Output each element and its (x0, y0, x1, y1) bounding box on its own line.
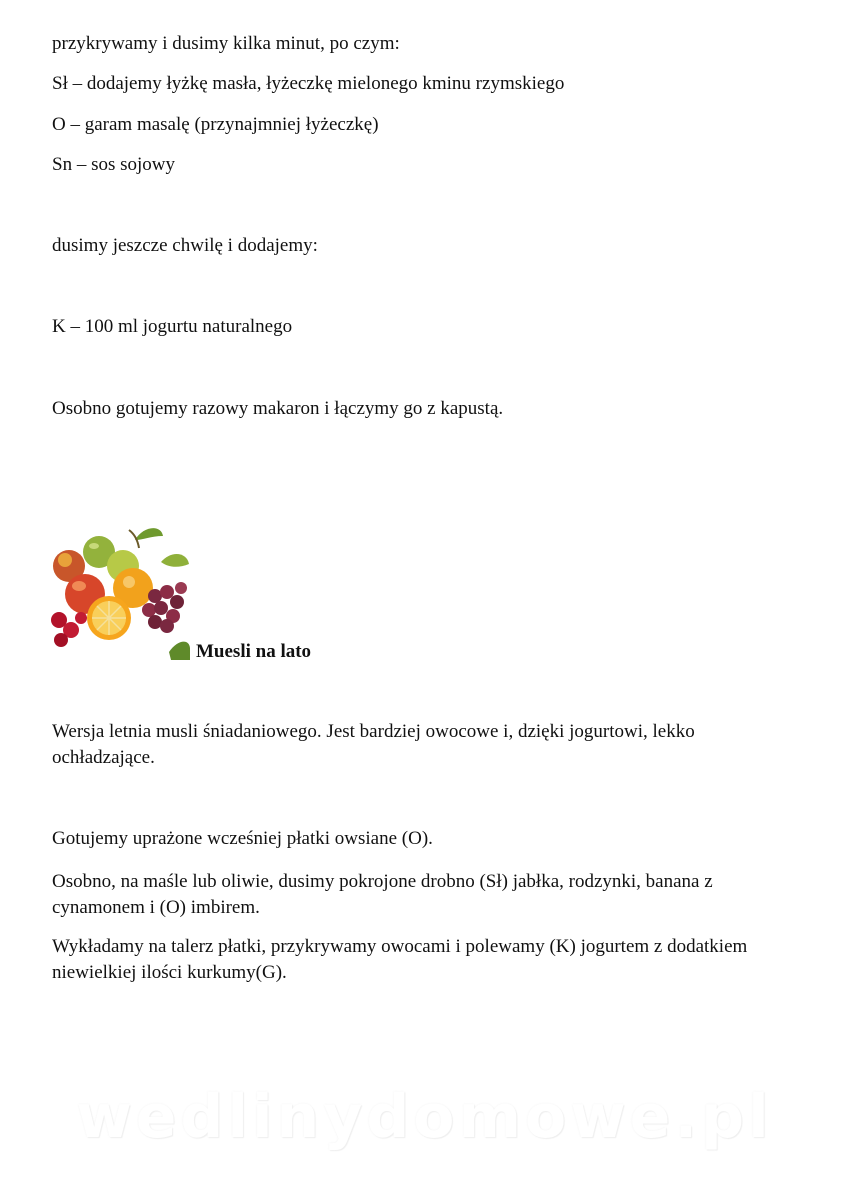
recipe-line-6: K – 100 ml jogurtu naturalnego (52, 316, 293, 337)
recipe-line-4: Sn – sos sojowy (52, 154, 175, 175)
recipe-line-3: O – garam masalę (przynajmniej łyżeczkę) (52, 114, 379, 135)
watermark: wedlinydomowe.pl (76, 1082, 773, 1152)
fruit-image (51, 522, 190, 660)
recipe-title: Muesli na lato (196, 641, 312, 662)
recipe-intro: Wersja letnia musli śniadaniowego. Jest bardziej owocowe i, dzięki jogurtowi, lekko ochładzające. (52, 721, 695, 768)
recipe-line-7: Osobno gotujemy razowy makaron i łączymy go z kapustą. (52, 398, 504, 419)
recipe-line-5: dusimy jeszcze chwilę i dodajemy: (52, 235, 318, 256)
recipe-step-2: Osobno, na maśle lub oliwie, dusimy pokrojone drobno (Sł) jabłka, rodzynki, banana z cynamonem i (O) imbirem. (52, 871, 713, 918)
recipe-line-2: Sł – dodajemy łyżkę masła, łyżeczkę mielonego kminu rzymskiego (52, 73, 565, 94)
recipe-step-3: Wykładamy na talerz płatki, przykrywamy owocami i polewamy (K) jogurtem z dodatkiem niewielkiej ilości kurkumy(G). (52, 936, 748, 983)
recipe-step-1: Gotujemy uprażone wcześniej płatki owsiane (O). (52, 828, 433, 849)
recipe-line-1: przykrywamy i dusimy kilka minut, po czym: (52, 33, 400, 54)
